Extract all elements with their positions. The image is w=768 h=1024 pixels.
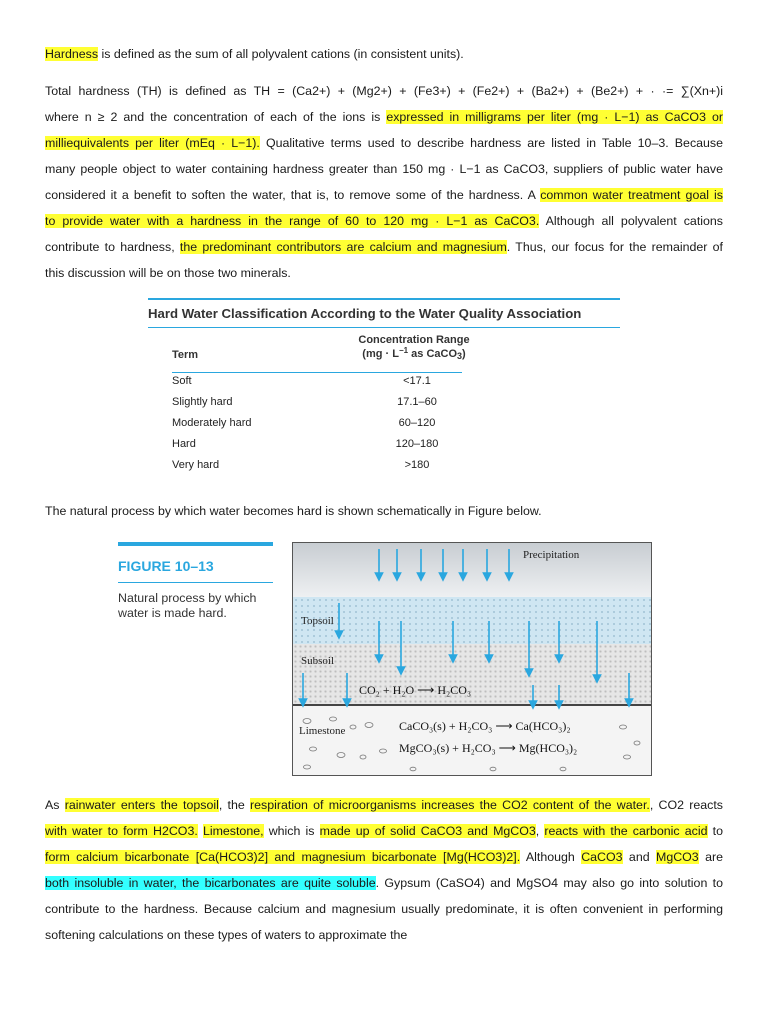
highlight: common water treatment goal is <box>540 188 723 202</box>
range: 17.1–60 <box>397 396 437 408</box>
para4-line6 <box>45 926 723 944</box>
text: , the <box>218 798 251 812</box>
term: Very hard <box>172 459 220 471</box>
para4-line5 <box>45 900 723 918</box>
text: considered it a benefit to soften the water, that is, to remove some of the hardness. A <box>45 188 541 202</box>
text: contribute to the hardness. Because calcium and magnesium usually predominate, it is often convenient in performing <box>45 902 723 916</box>
table-row <box>172 396 472 416</box>
range: <17.1 <box>403 375 431 387</box>
para2-line4 <box>45 160 723 178</box>
header-line: Concentration Range <box>358 334 470 346</box>
highlight: rainwater enters the topsoil <box>64 798 219 812</box>
highlight: reacts with the carbonic acid <box>544 824 708 838</box>
para2-line6 <box>45 212 723 230</box>
text: −1 <box>398 346 409 355</box>
text: ) <box>462 348 466 360</box>
table-top-rule <box>148 298 620 300</box>
para4-line2 <box>45 822 723 840</box>
figure-caption <box>118 542 273 621</box>
caption-rule <box>118 582 273 583</box>
text: to <box>707 824 723 838</box>
para2-line2 <box>45 108 723 126</box>
term: Slightly hard <box>172 396 233 408</box>
column-header-term: Term <box>172 349 199 361</box>
highlight-cyan: both insoluble in water, the bicarbonates are quite soluble <box>45 876 376 890</box>
text: many people object to water containing hardness greater than 150 mg · L−1 as CaCO3, suppliers of public water have <box>45 162 723 176</box>
text: The natural process by which water becomes hard is shown schematically in Figure below. <box>45 504 542 518</box>
equation-calcium: CaCO₃(s) + H₂CO₃ ⟶ Ca(HCO₃)₂ <box>399 719 571 733</box>
highlight: the predominant contributors are calcium and magnesium <box>179 240 507 254</box>
label-topsoil: Topsoil <box>301 615 334 627</box>
text: Total hardness (TH) is defined as TH = (Ca2+) + (Mg2+) + (Fe3+) + (Fe2+) + (Ba2+) + (Be2+) + · ·= ∑(Xn+)i <box>45 84 723 98</box>
header-units <box>344 347 484 361</box>
para4-line4 <box>45 874 723 892</box>
table-row <box>172 438 472 458</box>
term: Hard <box>172 438 196 450</box>
text: and <box>622 850 656 864</box>
figure-description: Natural process by which water is made hard. <box>118 591 257 620</box>
label-limestone: Limestone <box>299 725 346 737</box>
text: which is <box>263 824 320 838</box>
highlight: with water to form H2CO3. <box>45 824 198 838</box>
para2-line3 <box>45 134 723 152</box>
header-rule <box>172 372 462 373</box>
highlight: to provide water with a hardness in the range of 60 to 120 mg · L−1 as CaCO3. <box>45 214 540 228</box>
highlight: expressed in milligrams per liter (mg · L−1) as CaCO3 or <box>386 110 723 124</box>
table-title: Hard Water Classification According to the Water Quality Association <box>148 306 582 321</box>
text: as CaCO <box>408 348 458 360</box>
highlight: respiration of microorganisms increases the CO2 content of the water. <box>250 798 650 812</box>
text: As <box>45 798 65 812</box>
text: softening calculations on these types of waters to approximate the <box>45 928 408 942</box>
range: 60–120 <box>398 417 436 429</box>
column-header-concentration <box>344 333 484 361</box>
text: 3 <box>457 351 463 361</box>
para2-line5 <box>45 186 723 204</box>
para4-line1 <box>45 796 723 814</box>
text: . Thus, our focus for the remainder of <box>506 240 723 254</box>
para-hardness-definition <box>45 45 723 63</box>
term: Soft <box>172 375 192 387</box>
text: Although <box>520 850 582 864</box>
equation-carbonic-acid: CO₂ + H₂O ⟶ H₂CO₃ <box>359 683 472 697</box>
hardness-process-diagram <box>292 542 652 776</box>
table-title-rule <box>148 327 620 328</box>
text: Qualitative terms used to describe hardness are listed in Table 10–3. Because <box>259 136 724 150</box>
text: Although all polyvalent cations <box>539 214 723 228</box>
para2-line1 <box>45 82 723 100</box>
text: , <box>535 824 545 838</box>
caption-accent-bar <box>118 542 273 546</box>
table-row <box>172 459 472 479</box>
text: this discussion will be on those two minerals. <box>45 266 291 280</box>
range: >180 <box>404 459 430 471</box>
text: (mg · L <box>362 348 399 360</box>
term: Moderately hard <box>172 417 252 429</box>
highlight: made up of solid CaCO3 and MgCO3 <box>319 824 536 838</box>
label-precipitation: Precipitation <box>523 549 580 561</box>
highlight: milliequivalents per liter (mEq · L−1). <box>45 136 260 150</box>
text: is defined as the sum of all polyvalent cations (in consistent units). <box>98 47 464 61</box>
text: . Gypsum (CaSO4) and MgSO4 may also go into solution to <box>375 876 724 890</box>
figure-number: FIGURE 10–13 <box>118 558 214 574</box>
highlight-hardness: Hardness <box>45 47 99 61</box>
text: where n ≥ 2 and the concentration of each of the ions is <box>45 110 387 124</box>
para2-line8 <box>45 264 723 282</box>
label-subsoil: Subsoil <box>301 655 335 667</box>
text: contribute to hardness, <box>45 240 180 254</box>
para2-line7 <box>45 238 723 256</box>
table-row <box>172 417 472 437</box>
highlight: form calcium bicarbonate [Ca(HCO3)2] and magnesium bicarbonate [Mg(HCO3)2]. <box>45 850 521 864</box>
para4-line3 <box>45 848 723 866</box>
highlight: CaCO3 <box>581 850 623 864</box>
text: are <box>698 850 724 864</box>
highlight: Limestone, <box>202 824 264 838</box>
highlight: MgCO3 <box>656 850 699 864</box>
precipitation-arrows <box>379 549 509 577</box>
range: 120–180 <box>395 438 439 450</box>
text: , CO2 reacts <box>649 798 723 812</box>
hardness-classification-table <box>148 298 620 478</box>
para3 <box>45 502 723 520</box>
table-row <box>172 375 472 395</box>
equation-magnesium: MgCO₃(s) + H₂CO₃ ⟶ Mg(HCO₃)₂ <box>399 741 578 755</box>
